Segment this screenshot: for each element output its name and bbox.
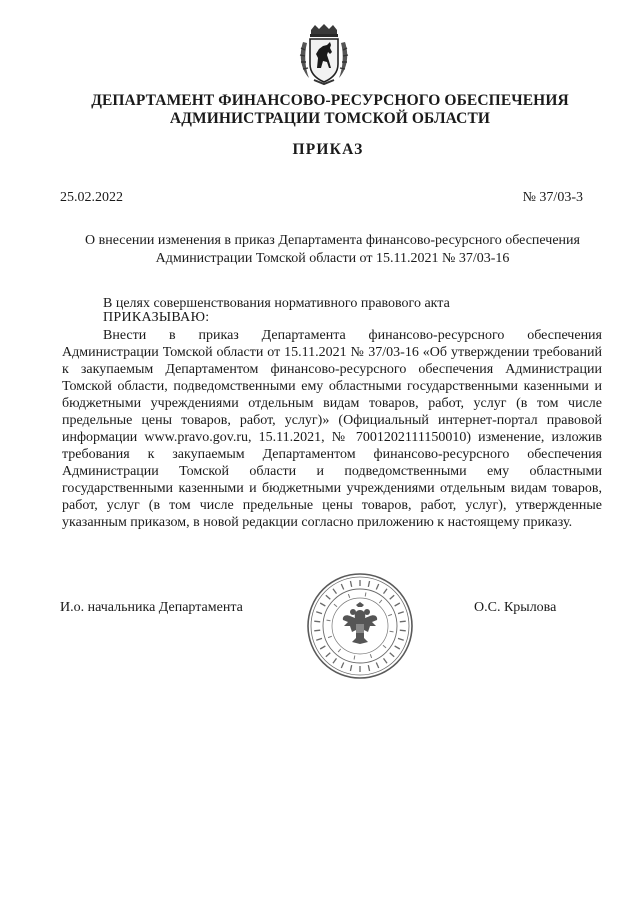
signer-name: О.С. Крылова — [474, 600, 557, 615]
subject-line2: Администрации Томской области от 15.11.2021 № 37/03-16 — [155, 250, 510, 266]
official-seal-icon — [306, 572, 414, 680]
document-type: ПРИКАЗ — [292, 141, 364, 158]
decree-word: ПРИКАЗЫВАЮ: — [103, 310, 210, 325]
order-body-paragraph: Внести в приказ Департамента финансово-ресурсного обеспечения Администрации Томской области от 15.11.2021 № 37/03-16 «Об утверждении требований к закупаемым Департаментом финансово-ресурсного обеспечения Администрации Томской области, подведомственными ему областными государственными казенными и бюджетными учреждениями отдельным видам товаров, работ, услуг (в том числе предельные цены товаров, работ, услуг)» (Официальный интернет-портал правовой информации www.pravo.gov.ru, 15.11.2021, № 7001202111150010) изменение, изложив требования к закупаемым Департаментом финансово-ресурсного обеспечения Администрации Томской области и подведомственными ему областными государственными казенными и бюджетными учреждениями отдельным видам товаров, работ, услуг (в том числе предельные цены товаров, работ, услуг), утвержденные указанным приказом, в новой редакции согласно приложению к настоящему приказу. — [62, 328, 602, 530]
signer-position: И.о. начальника Департамента — [60, 600, 243, 615]
department-name — [0, 92, 640, 128]
order-subject — [60, 232, 605, 267]
subject-line1: О внесении изменения в приказ Департамента финансово-ресурсного обеспечения — [85, 233, 580, 248]
department-name-line2: АДМИНИСТРАЦИИ ТОМСКОЙ ОБЛАСТИ — [169, 110, 491, 127]
coat-of-arms-icon — [297, 24, 351, 86]
department-name-line1: ДЕПАРТАМЕНТ ФИНАНСОВО-РЕСУРСНОГО ОБЕСПЕЧЕНИЯ — [91, 92, 569, 109]
preamble: В целях совершенствования нормативного правового акта — [103, 296, 450, 311]
order-date: 25.02.2022 — [60, 190, 123, 205]
order-number: № 37/03-3 — [522, 190, 583, 205]
